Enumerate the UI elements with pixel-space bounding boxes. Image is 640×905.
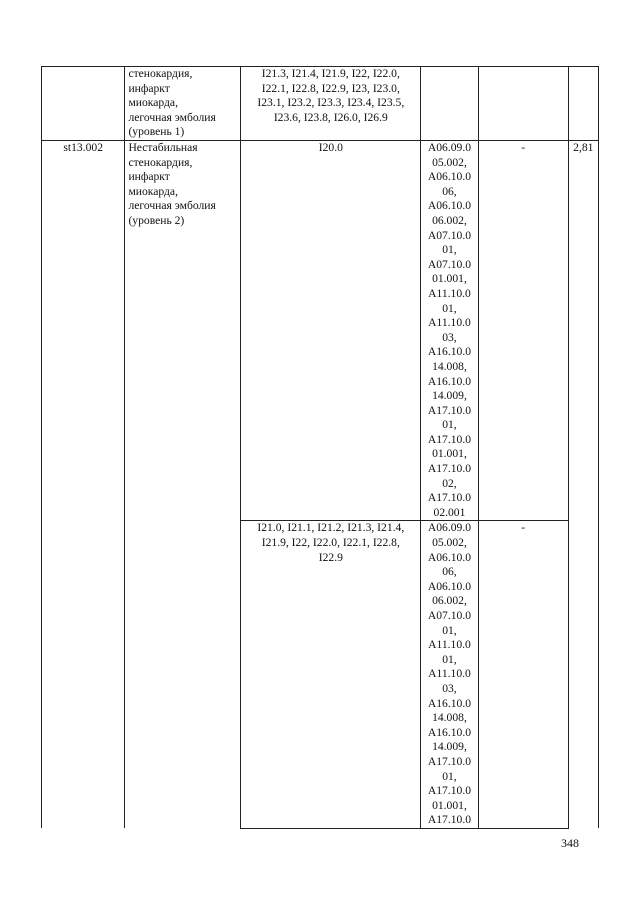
service-code-line: 03,: [442, 681, 457, 695]
cell-name: [125, 67, 241, 141]
service-code-line: A11.10.0: [428, 638, 471, 652]
name-line: легочная эмболия: [128, 199, 216, 213]
service-code-line: A17.10.0: [427, 491, 472, 505]
service-code-line: 01,: [442, 243, 457, 257]
service-code-line: A07.10.0: [427, 228, 472, 242]
service-code-line: A17.10.0: [427, 432, 472, 446]
service-code-line: A17.10.0: [427, 784, 472, 798]
service-code-line: 05.002,: [432, 155, 467, 169]
name-line: (уровень 1): [128, 125, 185, 139]
cell-other: -: [478, 141, 568, 521]
cell-diagnoses: I20.0: [241, 141, 421, 521]
name-line: миокарда,: [128, 96, 178, 110]
service-code-line: A06.10.0: [427, 170, 472, 184]
service-code-line: A16.10.0: [427, 725, 472, 739]
service-code-line: 06.002,: [432, 213, 467, 227]
service-code-line: A16.10.0: [427, 696, 472, 710]
page-number: 348: [561, 836, 579, 850]
cell-services: [421, 521, 478, 828]
cell-code: st13.002: [42, 141, 125, 829]
service-code-line: A07.10.0: [427, 257, 472, 271]
service-code-line: A16.10.0: [427, 374, 472, 388]
service-code-line: 14.009,: [432, 740, 467, 754]
service-code-line: A07.10.0: [427, 609, 472, 622]
service-code-line: 01,: [442, 418, 457, 432]
name-line: инфаркт: [128, 81, 170, 95]
diagnoses-line: I21.0, I21.1, I21.2, I21.3, I21.4,: [257, 521, 405, 535]
name-line: стенокардия,: [128, 155, 193, 169]
service-code-line: 06,: [442, 184, 457, 198]
service-code-line: A17.10.0: [427, 403, 472, 417]
service-code-line: A17.10.0: [427, 813, 472, 827]
service-code-line: 06,: [442, 565, 457, 579]
tariff-table: [41, 66, 599, 829]
service-code-line: A06.10.0: [427, 550, 472, 564]
cell-name: [125, 141, 241, 829]
name-line: инфаркт: [128, 170, 170, 184]
cell-diagnoses: [241, 67, 421, 141]
diagnoses-line: I22.1, I22.8, I22.9, I23, I23.0,: [261, 81, 400, 95]
service-code-line: 01,: [442, 652, 457, 666]
service-code-line: 14.009,: [432, 389, 467, 403]
service-code-line: A11.10.0: [428, 316, 471, 330]
service-code-line: 01,: [442, 623, 457, 637]
cell-other: [478, 67, 568, 141]
diagnoses-line: I23.6, I23.8, I26.0, I26.9: [273, 110, 388, 124]
service-code-line: A06.10.0: [427, 579, 472, 593]
cell-diagnoses: [241, 521, 421, 828]
service-code-line: A06.09.0: [427, 521, 472, 535]
service-code-line: 01.001,: [432, 447, 467, 461]
diagnoses-line: I23.1, I23.2, I23.3, I23.4, I23.5,: [257, 96, 405, 110]
table-row-st13-002-a: [42, 141, 599, 521]
service-code-line: 01.001,: [432, 798, 467, 812]
service-code-line: A11.10.0: [428, 667, 471, 681]
diagnoses-line: I21.9, I22, I22.0, I22.1, I22.8,: [261, 536, 400, 550]
cell-other: -: [478, 521, 568, 828]
service-code-line: 02,: [442, 476, 457, 490]
service-code-line: A16.10.0: [427, 345, 472, 359]
cell-code: [42, 67, 125, 141]
service-code-line: 01,: [442, 769, 457, 783]
name-line: Нестабильная: [128, 141, 198, 154]
service-code-line: A06.10.0: [427, 199, 472, 213]
service-code-line: A11.10.0: [428, 286, 471, 300]
service-code-line: 06.002,: [432, 594, 467, 608]
cell-coef: [568, 67, 598, 141]
service-code-line: 02.001: [433, 505, 466, 519]
cell-services: [421, 141, 478, 521]
cell-coef: 2,81: [568, 141, 598, 829]
name-line: миокарда,: [128, 184, 178, 198]
service-code-line: 01.001,: [432, 272, 467, 286]
table-row-continued: [42, 67, 599, 141]
name-line: стенокардия,: [128, 67, 193, 80]
service-code-line: A17.10.0: [427, 462, 472, 476]
name-line: легочная эмболия: [128, 110, 216, 124]
diagnoses-line: I21.3, I21.4, I21.9, I22, I22.0,: [261, 67, 400, 80]
service-code-line: A17.10.0: [427, 754, 472, 768]
service-code-line: 14.008,: [432, 711, 467, 725]
name-line: (уровень 2): [128, 213, 185, 227]
service-code-line: 03,: [442, 330, 457, 344]
service-code-line: 01,: [442, 301, 457, 315]
service-code-line: 05.002,: [432, 536, 467, 550]
service-code-line: 14.008,: [432, 359, 467, 373]
service-code-line: A06.09.0: [427, 141, 472, 154]
diagnoses-line: I22.9: [318, 550, 343, 564]
cell-services: [421, 67, 478, 141]
